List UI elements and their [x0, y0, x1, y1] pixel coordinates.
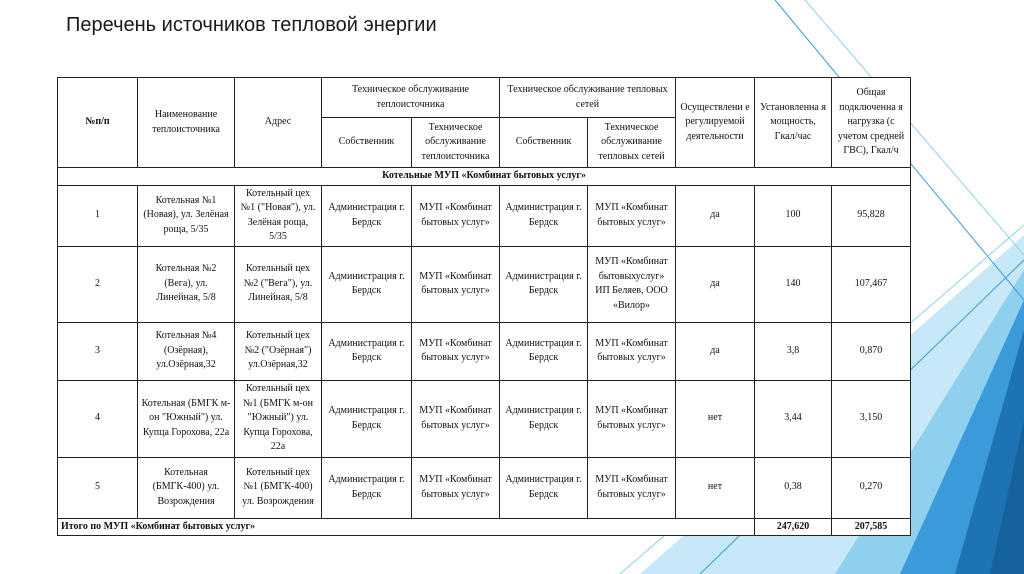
cell-regulated: нет [676, 457, 755, 518]
cell-owner: Администрация г. Бердск [500, 246, 588, 322]
heat-sources-table [57, 77, 911, 536]
cell-service: МУП «Комбинат бытовых услуг» [588, 457, 676, 518]
cell-num: 1 [58, 185, 138, 246]
cell-service: МУП «Комбинат бытовыхуслуг» ИП Беляев, ООО «Вилор» [588, 246, 676, 322]
cell-capacity: 3,44 [755, 380, 832, 457]
table-row [58, 322, 911, 380]
cell-service: МУП «Комбинат бытовых услуг» [412, 246, 500, 322]
cell-num: 5 [58, 457, 138, 518]
cell-address: Котельный цех №1 ("Новая"), ул. Зелёная роща, 5/35 [235, 185, 322, 246]
cell-capacity: 140 [755, 246, 832, 322]
cell-owner: Администрация г. Бердск [322, 246, 412, 322]
cell-owner: Администрация г. Бердск [322, 457, 412, 518]
header-regulated: Осуществлени е регулируемой деятельности [676, 78, 755, 168]
header-owner: Собственник [500, 118, 588, 168]
cell-name: Котельная №4 (Озёрная), ул.Озёрная,32 [138, 322, 235, 380]
cell-owner: Администрация г. Бердск [500, 380, 588, 457]
cell-capacity: 3,8 [755, 322, 832, 380]
header-name: Наименование теплоисточника [138, 78, 235, 168]
cell-owner: Администрация г. Бердск [500, 322, 588, 380]
cell-load: 95,828 [832, 185, 911, 246]
cell-service: МУП «Комбинат бытовых услуг» [412, 185, 500, 246]
total-load: 207,585 [832, 518, 911, 536]
cell-service: МУП «Комбинат бытовых услуг» [412, 322, 500, 380]
header-num: №п/п [58, 78, 138, 168]
header-load: Общая подключенна я нагрузка (с учетом средней ГВС), Гкал/ч [832, 78, 911, 168]
total-row [58, 518, 911, 536]
cell-name: Котельная (БМГК-400) ул. Возрождения [138, 457, 235, 518]
table-row [58, 457, 911, 518]
cell-name: Котельная (БМГК м-он "Южный") ул. Купца Горохова, 22а [138, 380, 235, 457]
total-label: Итого по МУП «Комбинат бытовых услуг» [58, 518, 755, 536]
cell-service: МУП «Комбинат бытовых услуг» [412, 380, 500, 457]
cell-regulated: нет [676, 380, 755, 457]
header-owner: Собственник [322, 118, 412, 168]
header-capacity: Установленна я мощность, Гкал/час [755, 78, 832, 168]
slide-title: Перечень источников тепловой энергии [66, 14, 437, 36]
table-row [58, 380, 911, 457]
cell-address: Котельный цех №2 ("Вега"), ул. Линейная, 5/8 [235, 246, 322, 322]
cell-name: Котельная №2 (Вега), ул. Линейная, 5/8 [138, 246, 235, 322]
cell-load: 0,870 [832, 322, 911, 380]
cell-address: Котельный цех №2 ("Озёрная") ул.Озёрная,32 [235, 322, 322, 380]
cell-regulated: да [676, 322, 755, 380]
cell-num: 4 [58, 380, 138, 457]
cell-service: МУП «Комбинат бытовых услуг» [588, 185, 676, 246]
cell-address: Котельный цех №1 (БМГК-400) ул. Возрождения [235, 457, 322, 518]
header-address: Адрес [235, 78, 322, 168]
section-heading: Котельные МУП «Комбинат бытовых услуг» [58, 168, 911, 186]
header-to-networks-sub: Техническое обслуживание тепловых сетей [588, 118, 676, 168]
cell-num: 2 [58, 246, 138, 322]
cell-capacity: 0,38 [755, 457, 832, 518]
total-capacity: 247,620 [755, 518, 832, 536]
cell-regulated: да [676, 185, 755, 246]
cell-owner: Администрация г. Бердск [500, 457, 588, 518]
table-row [58, 185, 911, 246]
cell-service: МУП «Комбинат бытовых услуг» [588, 322, 676, 380]
header-to-source-sub: Техническое обслуживание теплоисточника [412, 118, 500, 168]
table-row [58, 246, 911, 322]
cell-capacity: 100 [755, 185, 832, 246]
header-to-source: Техническое обслуживание теплоисточника [322, 78, 500, 118]
cell-owner: Администрация г. Бердск [322, 185, 412, 246]
cell-service: МУП «Комбинат бытовых услуг» [412, 457, 500, 518]
cell-load: 0,270 [832, 457, 911, 518]
cell-owner: Администрация г. Бердск [322, 322, 412, 380]
cell-owner: Администрация г. Бердск [322, 380, 412, 457]
cell-num: 3 [58, 322, 138, 380]
cell-name: Котельная №1 (Новая), ул. Зелёная роща, 5/35 [138, 185, 235, 246]
cell-owner: Администрация г. Бердск [500, 185, 588, 246]
cell-service: МУП «Комбинат бытовых услуг» [588, 380, 676, 457]
cell-address: Котельный цех №1 (БМГК м-он "Южный") ул. Купца Горохова, 22а [235, 380, 322, 457]
cell-load: 3,150 [832, 380, 911, 457]
header-to-networks: Техническое обслуживание тепловых сетей [500, 78, 676, 118]
cell-load: 107,467 [832, 246, 911, 322]
cell-regulated: да [676, 246, 755, 322]
